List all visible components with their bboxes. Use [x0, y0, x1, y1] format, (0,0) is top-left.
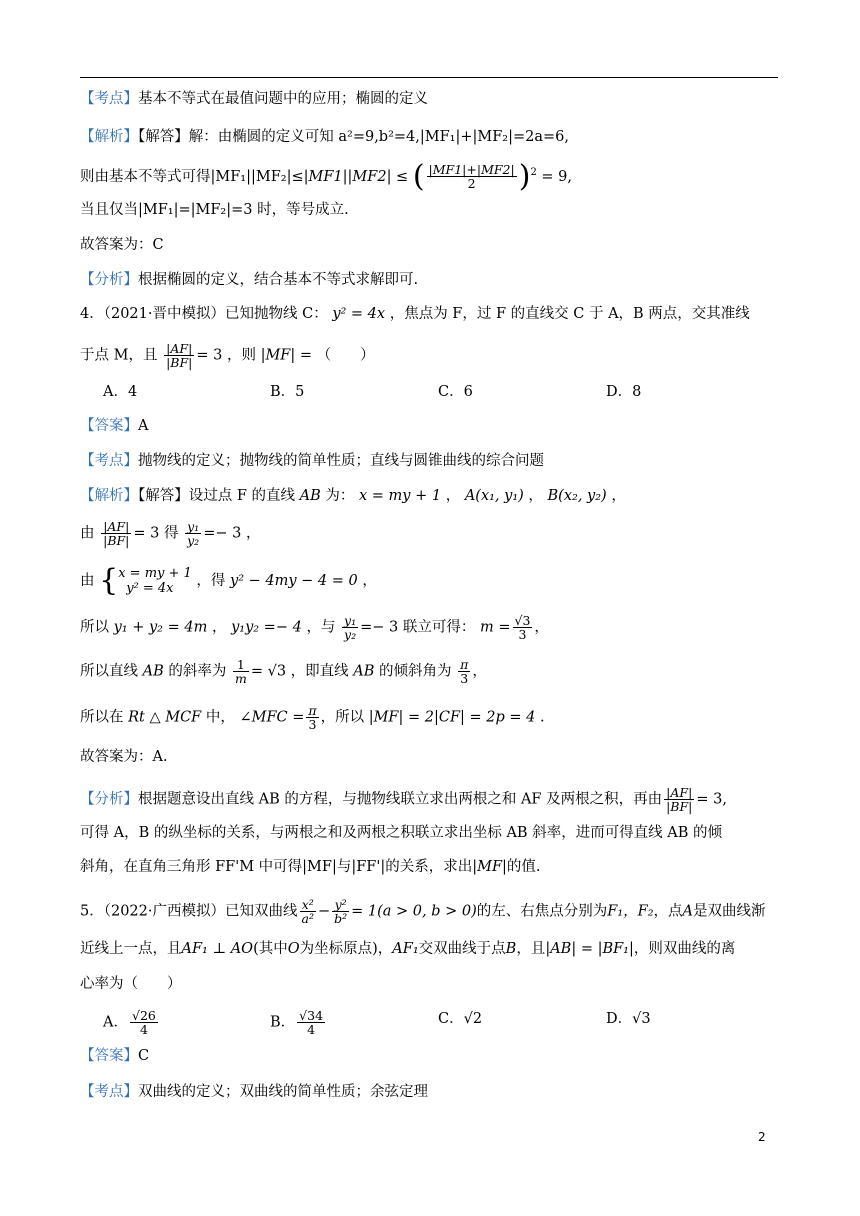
q4-jiexi-line-5: 所以直线 AB 的斜率为 $\frac{1}{m}$ = √3 ，即直线 AB 的倾斜角为 $\frac{\pi}{3}$ ，	[80, 657, 487, 686]
q5-stem-line-2: 近线上一点，且AF₁ ⊥ AO(其中O为坐标原点)，AF₁交双曲线于点B，且|AB| = |BF₁|，则双曲线的离	[80, 941, 736, 957]
fenxi-line-1: 【分析】根据椭圆的定义，结合基本不等式求解即可.	[80, 272, 419, 288]
q4-option-c: C．6	[438, 384, 473, 400]
page-number: 2	[758, 1130, 766, 1144]
q5-option-a: A． $\frac{√26}{4}$	[103, 1008, 156, 1037]
q5-stem-line-1: 5．（2022·广西模拟）已知双曲线 $\frac{\text{x²}}{\text{a²}}$ − $\frac{\text{y²}}{\text{b²}}$ = 1(a > 0, b > 0)的左、右焦点分别为F₁，F₂，点A是双曲线渐	[80, 897, 766, 926]
q5-stem-line-3: 心率为（ ）	[80, 976, 182, 992]
q4-answer-line: 故答案为：A.	[80, 749, 168, 765]
q5-option-b: B． $\frac{√34}{4}$	[270, 1008, 324, 1037]
q5-option-c: C．√2	[438, 1011, 483, 1027]
q5-option-d: D．√3	[606, 1011, 651, 1027]
q4-jiexi-line-4: 所以 y₁ + y₂ = 4m ， y₁y₂ =− 4 ，与 $\frac{\text{y₁}}{\text{y₂}}$ =− 3 联立可得： m = $\frac{√3}{3}$ ，	[80, 613, 549, 642]
q5-answer: 【答案】C	[80, 1048, 150, 1064]
q4-fenxi-line-2: 可得 A，B 的纵坐标的关系，与两根之和及两根之积联立求出坐标 AB 斜率，进而可得直线 AB 的倾	[80, 825, 723, 841]
q4-fenxi-line-1: 【分析】根据题意设出直线 AB 的方程，与抛物线联立求出两根之和 AF 及两根之积，再由 $\frac{|AF|}{|BF|}$ = 3,	[80, 785, 727, 814]
q4-option-b: B．5	[270, 384, 305, 400]
header-rule	[80, 77, 778, 78]
q4-stem-line-2: 于点 M，且 $\frac{|AF|}{|BF|}$ = 3 ，则 |MF| = （ ）	[80, 341, 375, 370]
jiexi-line-1: 【解析】【解答】解：由椭圆的定义可知 a²=9,b²=4,|MF₁|+|MF₂|=2a=6,	[80, 129, 570, 145]
q4-option-d: D．8	[606, 384, 642, 400]
q5-kaodian: 【考点】双曲线的定义；双曲线的简单性质；余弦定理	[80, 1084, 428, 1100]
answer-line-1: 故答案为：C	[80, 237, 164, 253]
q4-jiexi-line-2: 由 $\frac{|AF|}{|BF|}$ = 3 得 $\frac{\text{y₁}}{\text{y₂}}$ =− 3 ，	[80, 519, 261, 548]
q4-jiexi-line-3: 由 { x = my + 1 y² = 4x ，得 y² − 4my − 4 = 0 ，	[80, 563, 377, 598]
q4-jiexi-line-1: 【解析】【解答】设过点 F 的直线 AB 为： x = my + 1 ， A(x₁, y₁) ， B(x₂, y₂) ，	[80, 488, 626, 504]
jiexi-line-2: 则由基本不等式可得|MF₁||MF₂|≤|MF1||MF2| ≤ ( $\frac{|MF1|+|MF2|}{2}$ )$^2$ = 9,	[80, 158, 573, 194]
kaodian-line-1: 【考点】基本不等式在最值问题中的应用；椭圆的定义	[80, 91, 428, 107]
q4-option-a: A．4	[103, 384, 138, 400]
q4-fenxi-line-3: 斜角，在直角三角形 FF'M 中可得|MF|与|FF'|的关系，求出|MF|的值.	[80, 859, 541, 875]
jiexi-line-3: 当且仅当|MF₁|=|MF₂|=3 时，等号成立.	[80, 202, 349, 218]
q4-stem-line-1: 4．（2021·晋中模拟）已知抛物线 C： y² = 4x ，焦点为 F，过 F 的直线交 C 于 A，B 两点，交其准线	[80, 306, 750, 322]
q4-jiexi-line-6: 所以在 Rt △ MCF 中， ∠MFC = $\frac{\pi}{3}$ ，所以 |MF| = 2|CF| = 2p = 4 .	[80, 703, 545, 732]
q4-kaodian: 【考点】抛物线的定义；抛物线的简单性质；直线与圆锥曲线的综合问题	[80, 453, 544, 469]
q4-answer: 【答案】A	[80, 418, 149, 434]
